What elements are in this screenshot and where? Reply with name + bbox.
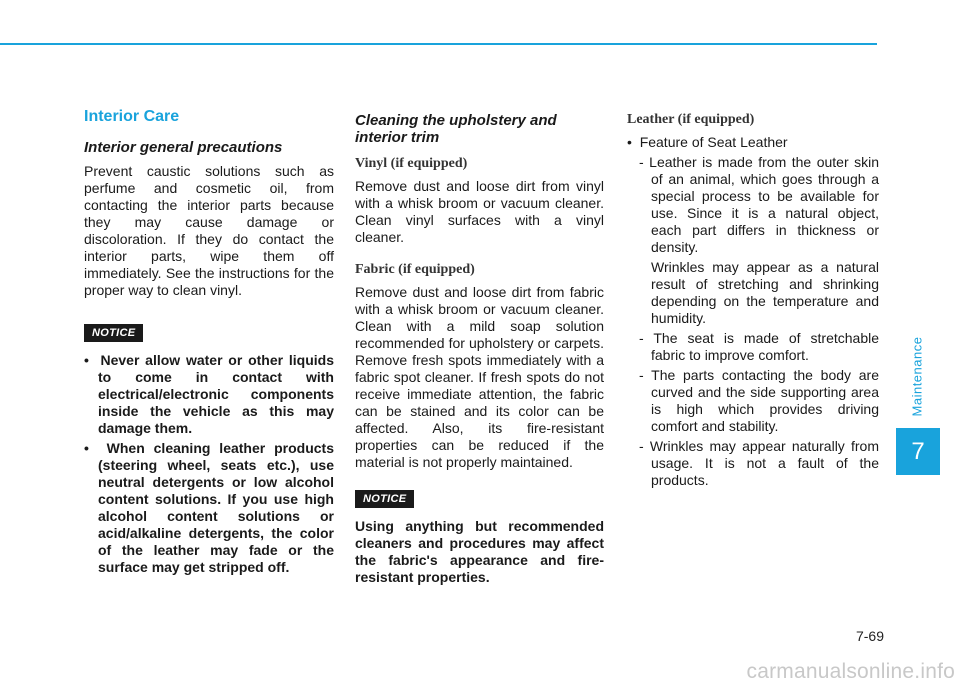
column-interior-care	[84, 108, 334, 579]
section-side-label-text: Maintenance	[909, 336, 925, 416]
leather-item: - Wrinkles may appear naturally from usage. It is not a fault of the products.	[639, 438, 879, 488]
leather-item: - The parts contacting the body are curved and the side supporting area is high which provides driving comfort and stability.	[639, 367, 879, 434]
heading-cleaning-upholstery: Cleaning the upholstery and interior trim	[355, 112, 557, 146]
notice-badge: NOTICE	[355, 490, 414, 508]
notice-item: • When cleaning leather products (steering wheel, seats etc.), use neutral detergents or low alcohol content solutions. If you use high alcohol content solutions or acid/alkaline detergents, the color of the leather may fade or the surface may get stripped off.	[84, 440, 334, 575]
heading-leather: Leather (if equipped)	[627, 112, 755, 127]
watermark: carmanualsonline.info	[746, 660, 955, 683]
fabric-paragraph: Remove dust and loose dirt from fabric with a whisk broom or vacuum cleaner. Clean with a mild soap solution recommended for upholstery or carpets. Remove fresh spots immediately with a fabric spot cleaner. If fresh spots do not receive immediate attention, the fabric can be stained and its color can be affected. Also, its fire-resistant properties can be reduced if the material is not properly maintained.	[355, 284, 604, 470]
notice-list	[84, 352, 334, 576]
vinyl-paragraph: Remove dust and loose dirt from vinyl with a whisk broom or vacuum cleaner. Clean vinyl surfaces with a vinyl cleaner.	[355, 178, 604, 245]
subheading-fabric: Fabric (if equipped)	[355, 262, 475, 277]
column-leather	[627, 108, 879, 492]
fabric-notice-text: Using anything but recommended cleaners and procedures may affect the fabric's appearance and fire-resistant properties.	[355, 518, 604, 585]
subheading-vinyl: Vinyl (if equipped)	[355, 156, 468, 171]
chapter-tab: 7	[896, 428, 940, 475]
section-side-label	[902, 330, 932, 422]
leather-item: Wrinkles may appear as a natural result of stretching and shrinking depending on the temperature and humidity.	[651, 259, 879, 326]
column-upholstery	[355, 108, 604, 586]
subheading-general-precautions: Interior general precautions	[84, 139, 283, 156]
notice-item: • Never allow water or other liquids to come in contact with electrical/electronic components inside the vehicle as this may damage them.	[84, 352, 334, 436]
leather-bullet: • Feature of Seat Leather	[627, 134, 788, 150]
leather-item: - The seat is made of stretchable fabric to improve comfort.	[639, 330, 879, 363]
section-heading-interior-care: Interior Care	[84, 108, 180, 125]
page-number: 7-69	[855, 628, 884, 644]
leather-bullet-list	[627, 134, 879, 151]
leather-item: - Leather is made from the outer skin of an animal, which goes through a special process to be available for use. Since it is a natural object, each part differs in thickness or density.	[639, 154, 879, 255]
header-rule	[0, 43, 877, 45]
precautions-paragraph: Prevent caustic solutions such as perfume and cosmetic oil, from contacting the interior parts because they may cause damage or discoloration. If they do contact the interior parts, wipe them off immediately. See the instructions for the proper way to clean vinyl.	[84, 163, 334, 298]
notice-badge: NOTICE	[84, 324, 143, 342]
